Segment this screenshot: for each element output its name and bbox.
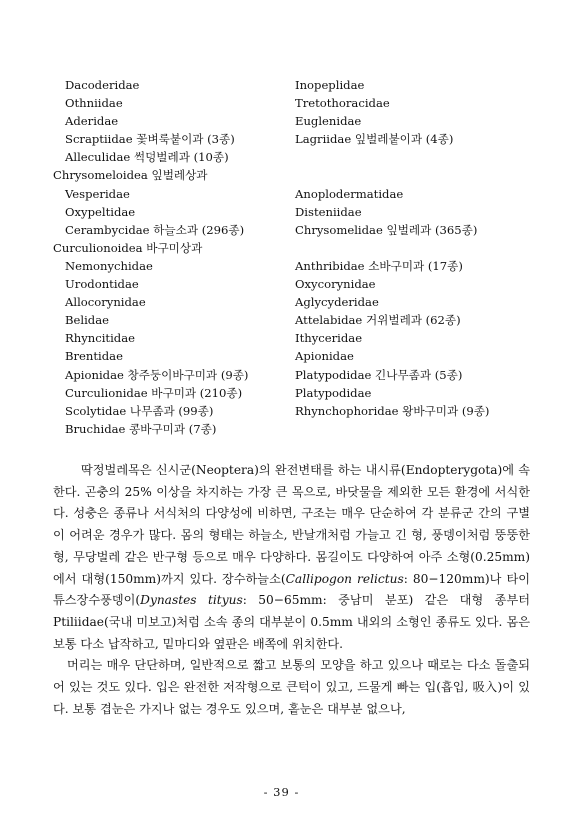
family-right: Disteniidae <box>295 204 362 219</box>
family-left: Aderidae <box>65 114 119 129</box>
family-right: Aglycyderidae <box>295 295 379 310</box>
family-left: Scraptiidae 꽃벼룩붙이과 (3종) <box>65 132 235 147</box>
family-right: Platypodidae 긴나무좀과 (5종) <box>295 367 463 382</box>
family-left: Vesperidae <box>65 186 130 201</box>
family-right: Anoplodermatidae <box>295 186 404 201</box>
family-row <box>0 112 563 130</box>
family-left: Dacoderidae <box>65 78 140 92</box>
family-row <box>0 257 563 275</box>
family-left: Brentidae <box>65 349 123 364</box>
family-row <box>0 347 563 365</box>
family-right: Rhynchophoridae 왕바구미과 (9종) <box>295 403 490 418</box>
page-number: - 39 - <box>263 785 300 799</box>
family-right: Inopeplidae <box>295 78 365 92</box>
family-row <box>0 311 563 329</box>
family-row <box>0 275 563 293</box>
family-right: Euglenidae <box>295 114 362 129</box>
paragraph-1: 딱정벌레목은 신시군(Neoptera)의 완전변태를 하는 내시류(Endopterygota)에 속한다. 곤충의 25% 이상을 차지하는 가장 큰 목으로, 바닷물을 제외한 모든 환경에 서식한다. 성충은 종류나 서식처의 다양성에 비하면, 구조는 매우 단순하여 각 분류군 간의 구별이 어려운 경우가 많다. 몸의 형태는 하늘소, 반날개처럼 가늘고 긴 형, 풍뎅이처럼 뚱뚱한 형, 무당벌레 같은 반구형 등으로 매우 다양하다. 몸길이도 다양하여 아주 소형(0.25mm)에서 대형(150mm)까지 있다. 장수하늘소(Callipogon relictus: 80−120mm)나 타이튜스장수풍뎅이(Dynastes tityus: 50−65mm: 중남미 분포) 같은 대형 종부터 Ptiliidae(국내 미보고)처럼 소속 종의 대부분이 0.5mm 내외의 소형인 종류도 있다. 몸은 보통 다소 납작하고, 밑마디와 옆판은 배쪽에 위치한다. <box>53 463 531 651</box>
family-right: Anthribidae 소바구미과 (17종) <box>295 258 463 273</box>
family-row <box>0 402 563 420</box>
family-right: Lagriidae 잎벌레붙이과 (4종) <box>295 132 454 147</box>
family-row <box>0 130 563 148</box>
family-left: Belidae <box>65 313 109 328</box>
family-right <box>295 420 563 438</box>
superfamily-name: Chrysomeloidea 잎벌레상과 <box>53 168 208 183</box>
family-left: Othniidae <box>65 96 123 111</box>
body-text <box>53 460 530 720</box>
family-left: Curculionidae 바구미과 (210종) <box>65 385 243 400</box>
species-name: Dynastes tityus <box>140 593 243 608</box>
family-row <box>0 420 563 438</box>
family-right: Attelabidae 거위벌레과 (62종) <box>295 313 461 328</box>
family-left: Oxypeltidae <box>65 204 136 219</box>
family-row <box>0 203 563 221</box>
family-left: Scolytidae 나무좀과 (99종) <box>65 403 214 418</box>
paragraph-2: 머리는 매우 단단하며, 일반적으로 짧고 보통의 모양을 하고 있으나 때로는 다소 돌출되어 있는 것도 있다. 입은 완전한 저작형으로 큰턱이 있고, 드물게 빠는 입(흡입, 吸入)이 있다. 보통 겹눈은 가지나 없는 경우도 있으며, 홑눈은 대부분 없으나, <box>53 658 530 716</box>
family-right: Chrysomelidae 잎벌레과 (365종) <box>295 222 478 237</box>
species-name: Callipogon relictus <box>285 571 404 586</box>
superfamily-row <box>0 166 563 184</box>
family-left: Cerambycidae 하늘소과 (296종) <box>65 222 245 237</box>
family-left: Nemonychidae <box>65 258 153 273</box>
family-left: Bruchidae 콩바구미과 (7종) <box>65 421 217 436</box>
family-list <box>0 76 563 438</box>
family-left: Alleculidae 썩덩벌레과 (10종) <box>65 150 229 165</box>
family-row <box>0 185 563 203</box>
family-right: Ithyceridae <box>295 331 363 346</box>
family-row <box>0 329 563 347</box>
family-right: Oxycorynidae <box>295 277 376 292</box>
family-right: Tretothoracidae <box>295 96 390 111</box>
family-row <box>0 384 563 402</box>
family-left: Apionidae 창주둥이바구미과 (9종) <box>65 367 249 382</box>
family-right <box>295 148 563 166</box>
family-row <box>0 76 563 94</box>
family-left: Urodontidae <box>65 277 139 292</box>
family-row <box>0 148 563 166</box>
family-right: Platypodidae <box>295 385 372 400</box>
family-row <box>0 293 563 311</box>
family-row <box>0 366 563 384</box>
family-row <box>0 221 563 239</box>
family-left: Allocorynidae <box>65 295 146 310</box>
superfamily-name: Curculionoidea 바구미상과 <box>53 240 203 255</box>
family-row <box>0 94 563 112</box>
family-right: Apionidae <box>295 349 354 364</box>
family-left: Rhyncitidae <box>65 331 135 346</box>
superfamily-row <box>0 239 563 257</box>
